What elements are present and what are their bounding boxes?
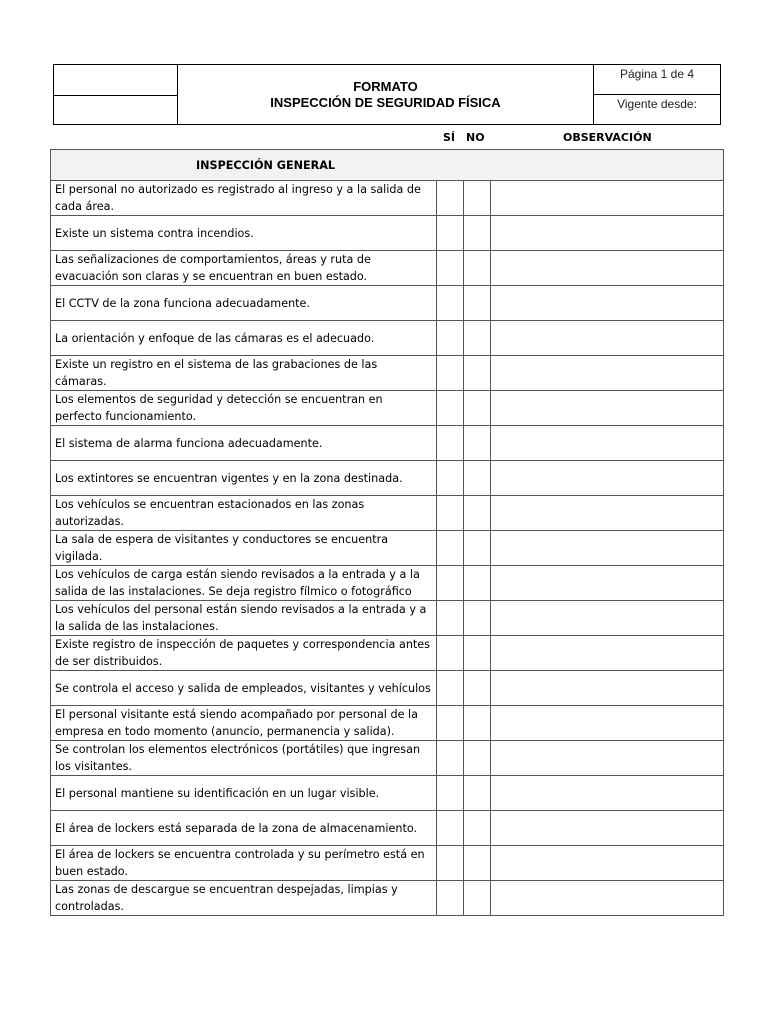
yes-checkbox-cell[interactable]: [437, 671, 464, 706]
inspection-item-text: Las zonas de descargue se encuentran despejadas, limpias y controladas.: [51, 881, 437, 916]
observation-cell[interactable]: [491, 566, 724, 601]
observation-cell[interactable]: [491, 636, 724, 671]
yes-checkbox-cell[interactable]: [437, 881, 464, 916]
yes-checkbox-cell[interactable]: [437, 496, 464, 531]
checklist-row: [51, 321, 724, 356]
observation-cell[interactable]: [491, 181, 724, 216]
checklist-row: [51, 251, 724, 286]
inspection-item-text: El personal no autorizado es registrado al ingreso y a la salida de cada área.: [51, 181, 437, 216]
yes-checkbox-cell[interactable]: [437, 741, 464, 776]
no-checkbox-cell[interactable]: [464, 496, 491, 531]
yes-checkbox-cell[interactable]: [437, 216, 464, 251]
yes-checkbox-cell[interactable]: [437, 181, 464, 216]
no-checkbox-cell[interactable]: [464, 776, 491, 811]
checklist-row: [51, 216, 724, 251]
title-line-1: FORMATO: [353, 79, 418, 94]
checklist-row: [51, 706, 724, 741]
no-checkbox-cell[interactable]: [464, 356, 491, 391]
checklist-row: [51, 181, 724, 216]
no-checkbox-cell[interactable]: [464, 881, 491, 916]
checklist-row: [51, 811, 724, 846]
yes-checkbox-cell[interactable]: [437, 531, 464, 566]
checklist-row: [51, 531, 724, 566]
yes-checkbox-cell[interactable]: [437, 321, 464, 356]
title-line-2: INSPECCIÓN DE SEGURIDAD FÍSICA: [270, 95, 501, 110]
no-checkbox-cell[interactable]: [464, 216, 491, 251]
checklist-row: [51, 286, 724, 321]
no-checkbox-cell[interactable]: [464, 706, 491, 741]
no-checkbox-cell[interactable]: [464, 181, 491, 216]
checklist-row: [51, 741, 724, 776]
observation-cell[interactable]: [491, 741, 724, 776]
observation-cell[interactable]: [491, 461, 724, 496]
no-checkbox-cell[interactable]: [464, 601, 491, 636]
checklist-row: [51, 881, 724, 916]
observation-cell[interactable]: [491, 216, 724, 251]
yes-checkbox-cell[interactable]: [437, 356, 464, 391]
inspection-item-text: El personal visitante está siendo acompañado por personal de la empresa en todo momento (anuncio, permanencia y salida).: [51, 706, 437, 741]
observation-cell[interactable]: [491, 496, 724, 531]
inspection-item-text: Se controlan los elementos electrónicos (portátiles) que ingresan los visitantes.: [51, 741, 437, 776]
observation-cell[interactable]: [491, 426, 724, 461]
observation-cell[interactable]: [491, 286, 724, 321]
no-checkbox-cell[interactable]: [464, 426, 491, 461]
checklist-row: [51, 566, 724, 601]
inspection-item-text: Existe un registro en el sistema de las grabaciones de las cámaras.: [51, 356, 437, 391]
observation-cell[interactable]: [491, 671, 724, 706]
valid-from-label: Vigente desde:: [617, 97, 697, 111]
inspection-item-text: Los vehículos se encuentran estacionados en las zonas autorizadas.: [51, 496, 437, 531]
inspection-item-text: Los vehículos del personal están siendo revisados a la entrada y a la salida de las instalaciones.: [51, 601, 437, 636]
observation-cell[interactable]: [491, 846, 724, 881]
checklist-row: [51, 461, 724, 496]
page-number: Página 1 de 4: [619, 67, 695, 81]
checklist-row: [51, 846, 724, 881]
no-checkbox-cell[interactable]: [464, 741, 491, 776]
no-checkbox-cell[interactable]: [464, 251, 491, 286]
no-checkbox-cell[interactable]: [464, 286, 491, 321]
inspection-item-text: Existe registro de inspección de paquetes y correspondencia antes de ser distribuidos.: [51, 636, 437, 671]
yes-checkbox-cell[interactable]: [437, 461, 464, 496]
yes-checkbox-cell[interactable]: [437, 846, 464, 881]
inspection-item-text: El CCTV de la zona funciona adecuadamente.: [51, 286, 437, 321]
observation-cell[interactable]: [491, 601, 724, 636]
yes-checkbox-cell[interactable]: [437, 601, 464, 636]
observation-cell[interactable]: [491, 531, 724, 566]
checklist-row: [51, 426, 724, 461]
no-checkbox-cell[interactable]: [464, 461, 491, 496]
inspection-item-text: Se controla el acceso y salida de empleados, visitantes y vehículos: [51, 671, 437, 706]
checklist-row: [51, 636, 724, 671]
observation-cell[interactable]: [491, 776, 724, 811]
checklist-row: [51, 356, 724, 391]
no-checkbox-cell[interactable]: [464, 531, 491, 566]
yes-checkbox-cell[interactable]: [437, 811, 464, 846]
column-header-observation: OBSERVACIÓN: [563, 131, 652, 144]
meta-cell: [593, 65, 720, 124]
no-checkbox-cell[interactable]: [464, 811, 491, 846]
inspection-item-text: Los extintores se encuentran vigentes y en la zona destinada.: [51, 461, 437, 496]
column-header-no: NO: [466, 131, 485, 144]
checklist-row: [51, 776, 724, 811]
observation-cell[interactable]: [491, 391, 724, 426]
inspection-item-text: El sistema de alarma funciona adecuadamente.: [51, 426, 437, 461]
observation-cell[interactable]: [491, 251, 724, 286]
document-title: [177, 79, 594, 111]
observation-cell[interactable]: [491, 881, 724, 916]
yes-checkbox-cell[interactable]: [437, 636, 464, 671]
yes-checkbox-cell[interactable]: [437, 706, 464, 741]
yes-checkbox-cell[interactable]: [437, 286, 464, 321]
column-header-yes: SÍ: [443, 131, 456, 144]
yes-checkbox-cell[interactable]: [437, 566, 464, 601]
no-checkbox-cell[interactable]: [464, 846, 491, 881]
inspection-item-text: Existe un sistema contra incendios.: [51, 216, 437, 251]
section-header-row: [51, 150, 724, 181]
no-checkbox-cell[interactable]: [464, 636, 491, 671]
inspection-item-text: Los elementos de seguridad y detección se encuentran en perfecto funcionamiento.: [51, 391, 437, 426]
checklist-row: [51, 671, 724, 706]
observation-cell[interactable]: [491, 321, 724, 356]
yes-checkbox-cell[interactable]: [437, 391, 464, 426]
no-checkbox-cell[interactable]: [464, 321, 491, 356]
inspection-item-text: El área de lockers está separada de la zona de almacenamiento.: [51, 811, 437, 846]
inspection-item-text: El área de lockers se encuentra controlada y su perímetro está en buen estado.: [51, 846, 437, 881]
logo-cell: [54, 65, 178, 124]
section-title: INSPECCIÓN GENERAL: [51, 150, 724, 181]
yes-checkbox-cell[interactable]: [437, 251, 464, 286]
observation-cell[interactable]: [491, 811, 724, 846]
observation-cell[interactable]: [491, 356, 724, 391]
no-checkbox-cell[interactable]: [464, 391, 491, 426]
checklist-row: [51, 391, 724, 426]
inspection-item-text: Los vehículos de carga están siendo revisados a la entrada y a la salida de las instalaciones. Se deja registro fílmico o fotográfico: [51, 566, 437, 601]
yes-checkbox-cell[interactable]: [437, 426, 464, 461]
inspection-checklist: [50, 149, 724, 916]
no-checkbox-cell[interactable]: [464, 671, 491, 706]
inspection-item-text: La orientación y enfoque de las cámaras es el adecuado.: [51, 321, 437, 356]
checklist-row: [51, 601, 724, 636]
observation-cell[interactable]: [491, 706, 724, 741]
no-checkbox-cell[interactable]: [464, 566, 491, 601]
document-header: [53, 64, 721, 125]
inspection-item-text: Las señalizaciones de comportamientos, áreas y ruta de evacuación son claras y se encuentran en buen estado.: [51, 251, 437, 286]
checklist-row: [51, 496, 724, 531]
yes-checkbox-cell[interactable]: [437, 776, 464, 811]
inspection-item-text: La sala de espera de visitantes y conductores se encuentra vigilada.: [51, 531, 437, 566]
inspection-item-text: El personal mantiene su identificación en un lugar visible.: [51, 776, 437, 811]
